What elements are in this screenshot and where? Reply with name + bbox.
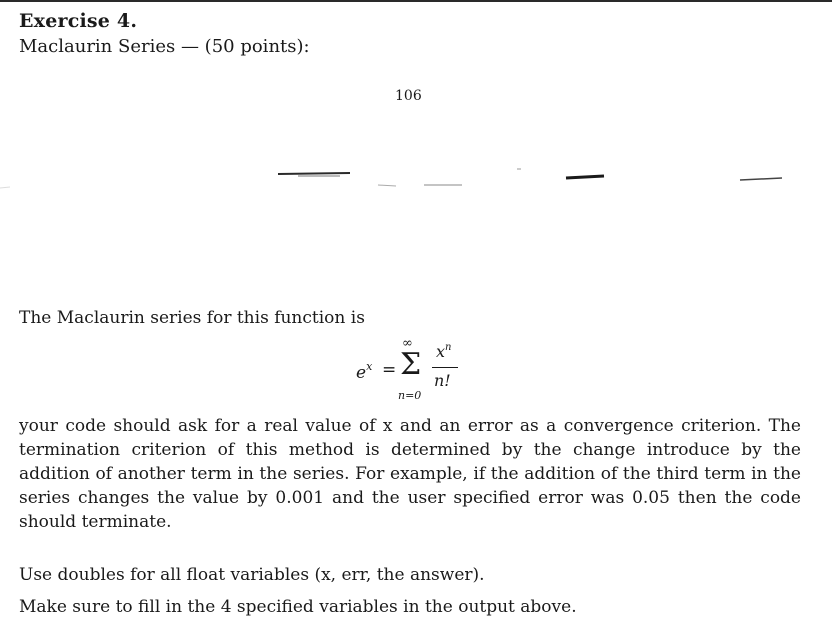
fill-variables-instruction: Make sure to fill in the 4 specified variables in the output above. [19, 597, 577, 617]
scan-streak [740, 178, 782, 180]
page-number: 106 [395, 88, 422, 104]
formula-equals: = [382, 360, 397, 380]
instructions-paragraph: your code should ask for a real value of x and an error as a convergence criterion. The termination criterion of this method is determined by the change introduce by the addition of another term in the series. For example, if the addition of the third term in the series changes the value by 0.001 and the user specified error was 0.05 then the code should terminate. [19, 416, 801, 532]
exercise-title: Exercise 4. [19, 10, 138, 32]
sum-upper-limit: ∞ [402, 336, 413, 351]
sum-lower-limit: n=0 [398, 389, 422, 402]
intro-text: The Maclaurin series for this function is [19, 308, 365, 328]
doubles-instruction: Use doubles for all float variables (x, err, the answer). [19, 565, 485, 585]
scan-streak [278, 173, 350, 174]
scan-artifacts [0, 160, 832, 200]
scan-streak [378, 185, 396, 186]
formula-lhs: $e^x$ [356, 360, 373, 383]
scan-streak [566, 176, 604, 178]
fraction-bar [432, 367, 458, 368]
maclaurin-formula [352, 338, 472, 404]
sum-symbol: Σ [400, 347, 422, 382]
scan-streak [0, 187, 10, 188]
top-rule [0, 0, 832, 2]
fraction-denominator: n! [434, 371, 451, 390]
fraction-numerator: $x^n$ [436, 342, 452, 361]
exercise-subtitle: Maclaurin Series — (50 points): [19, 36, 310, 57]
